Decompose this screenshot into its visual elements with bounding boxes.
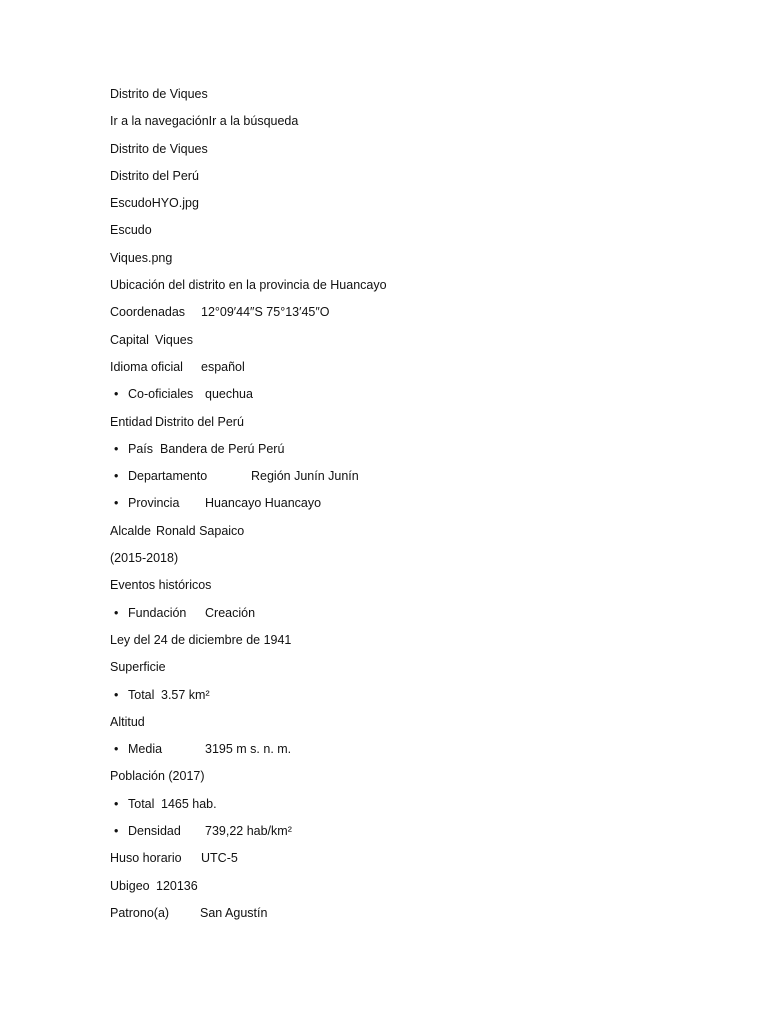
row-co-oficiales <box>110 386 710 413</box>
bullet: • <box>114 605 119 620</box>
row-label: Entidad <box>110 414 153 429</box>
row-value: Creación <box>205 605 256 620</box>
bullet: • <box>114 469 119 484</box>
row-departamento <box>110 468 710 495</box>
row-capital <box>110 332 710 359</box>
infobox-title <box>110 141 710 168</box>
row-value: Región Junín Junín <box>251 469 359 484</box>
row-value: UTC-5 <box>201 851 238 866</box>
document-body <box>110 86 710 932</box>
line-text: Distrito del Perú <box>110 168 199 183</box>
doc-title <box>110 86 710 113</box>
line-text: Ley del 24 de diciembre de 1941 <box>110 632 292 647</box>
row-value: Bandera de Perú Perú <box>160 441 285 456</box>
row-label: Total <box>128 796 155 811</box>
eventos-historicos <box>110 577 710 604</box>
row-value: 120136 <box>156 878 198 893</box>
fundacion-law <box>110 632 710 659</box>
row-huso-horario <box>110 850 710 877</box>
row-alcalde <box>110 523 710 550</box>
row-altitud-media <box>110 741 710 768</box>
row-densidad <box>110 823 710 850</box>
shield-filename <box>110 195 710 222</box>
row-label: Coordenadas <box>110 305 186 320</box>
line-text: Distrito de Viques <box>110 87 208 101</box>
row-patrono <box>110 905 710 932</box>
row-fundacion <box>110 605 710 632</box>
row-label: País <box>128 441 154 456</box>
row-label: Total <box>128 687 155 702</box>
row-coordenadas <box>110 304 710 331</box>
line-text: Altitud <box>110 714 145 729</box>
line-text: Distrito de Viques <box>110 141 208 156</box>
row-value: 12°09′44″S 75°13′45″O <box>201 305 330 320</box>
poblacion <box>110 768 710 795</box>
bullet: • <box>114 742 119 757</box>
bullet: • <box>114 496 119 511</box>
row-value: 739,22 hab/km² <box>205 824 292 839</box>
row-idioma-oficial <box>110 359 710 386</box>
line-text: Ir a la navegaciónIr a la búsqueda <box>110 114 299 129</box>
line-text: EscudoHYO.jpg <box>110 196 199 211</box>
row-value: quechua <box>205 387 253 402</box>
row-value: San Agustín <box>200 905 268 920</box>
altitud <box>110 714 710 741</box>
row-value: 1465 hab. <box>161 796 217 811</box>
superficie <box>110 659 710 686</box>
row-label: Huso horario <box>110 851 182 866</box>
bullet: • <box>114 824 119 839</box>
row-label: Capital <box>110 332 149 347</box>
row-label: Densidad <box>128 824 181 839</box>
row-provincia <box>110 495 710 522</box>
row-label: Idioma oficial <box>110 359 183 374</box>
row-value: 3195 m s. n. m. <box>205 742 292 757</box>
row-value: 3.57 km² <box>161 687 210 702</box>
bullet: • <box>114 441 119 456</box>
nav-search-links <box>110 113 710 140</box>
row-value: español <box>201 359 245 374</box>
row-label: Media <box>128 742 163 757</box>
row-superficie-total <box>110 687 710 714</box>
row-label: Provincia <box>128 496 180 511</box>
infobox-subtitle <box>110 168 710 195</box>
row-value: Viques <box>155 332 193 347</box>
line-text: Escudo <box>110 223 152 238</box>
line-text: Ubicación del distrito en la provincia de Huancayo <box>110 278 387 293</box>
line-text: Población (2017) <box>110 769 205 784</box>
line-text: Eventos históricos <box>110 578 212 593</box>
row-value: Huancayo Huancayo <box>205 496 322 511</box>
bullet: • <box>114 687 119 702</box>
row-label: Co-oficiales <box>128 387 194 402</box>
map-caption <box>110 277 710 304</box>
bullet: • <box>114 796 119 811</box>
bullet: • <box>114 387 119 402</box>
shield-caption <box>110 222 710 249</box>
row-poblacion-total <box>110 796 710 823</box>
map-filename <box>110 250 710 277</box>
row-ubigeo <box>110 878 710 905</box>
alcalde-period <box>110 550 710 577</box>
line-text: Viques.png <box>110 250 173 265</box>
row-label: Alcalde <box>110 523 151 538</box>
row-label: Ubigeo <box>110 878 150 893</box>
row-value: Distrito del Perú <box>155 414 244 429</box>
line-text: (2015-2018) <box>110 551 179 566</box>
row-entidad <box>110 414 710 441</box>
row-pais <box>110 441 710 468</box>
row-label: Fundación <box>128 605 187 620</box>
row-label: Departamento <box>128 469 208 484</box>
row-value: Ronald Sapaico <box>156 523 245 538</box>
row-label: Patrono(a) <box>110 905 170 920</box>
line-text: Superficie <box>110 660 166 675</box>
